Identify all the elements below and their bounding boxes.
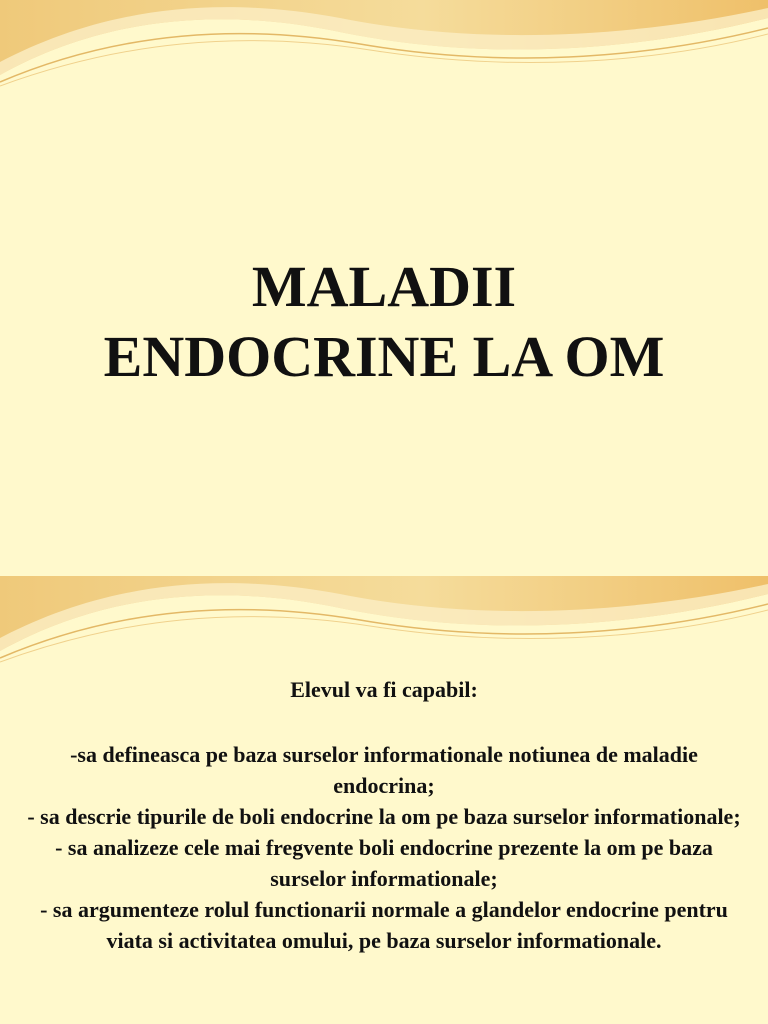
slide-title <box>0 252 768 392</box>
title-line-2: ENDOCRINE LA OM <box>103 324 665 389</box>
objective-item: - sa descrie tipurile de boli endocrine la om pe baza surselor informationale; <box>27 804 741 829</box>
objectives-slide <box>0 576 768 1024</box>
objectives-intro: Elevul va fi capabil: <box>290 677 478 702</box>
objectives-list <box>20 739 748 956</box>
objective-item: - sa argumenteze rolul functionarii normale a glandelor endocrine pentru viata si activitatea omului, pe baza surselor informationale. <box>40 897 728 953</box>
objective-item: - sa analizeze cele mai fregvente boli endocrine prezente la om pe baza surselor informationale; <box>55 835 713 891</box>
decorative-swoosh <box>0 0 768 100</box>
objective-item: -sa defineasca pe baza surselor informationale notiunea de maladie endocrina; <box>70 742 698 798</box>
title-line-1: MALADII <box>251 254 517 319</box>
decorative-swoosh <box>0 576 768 676</box>
